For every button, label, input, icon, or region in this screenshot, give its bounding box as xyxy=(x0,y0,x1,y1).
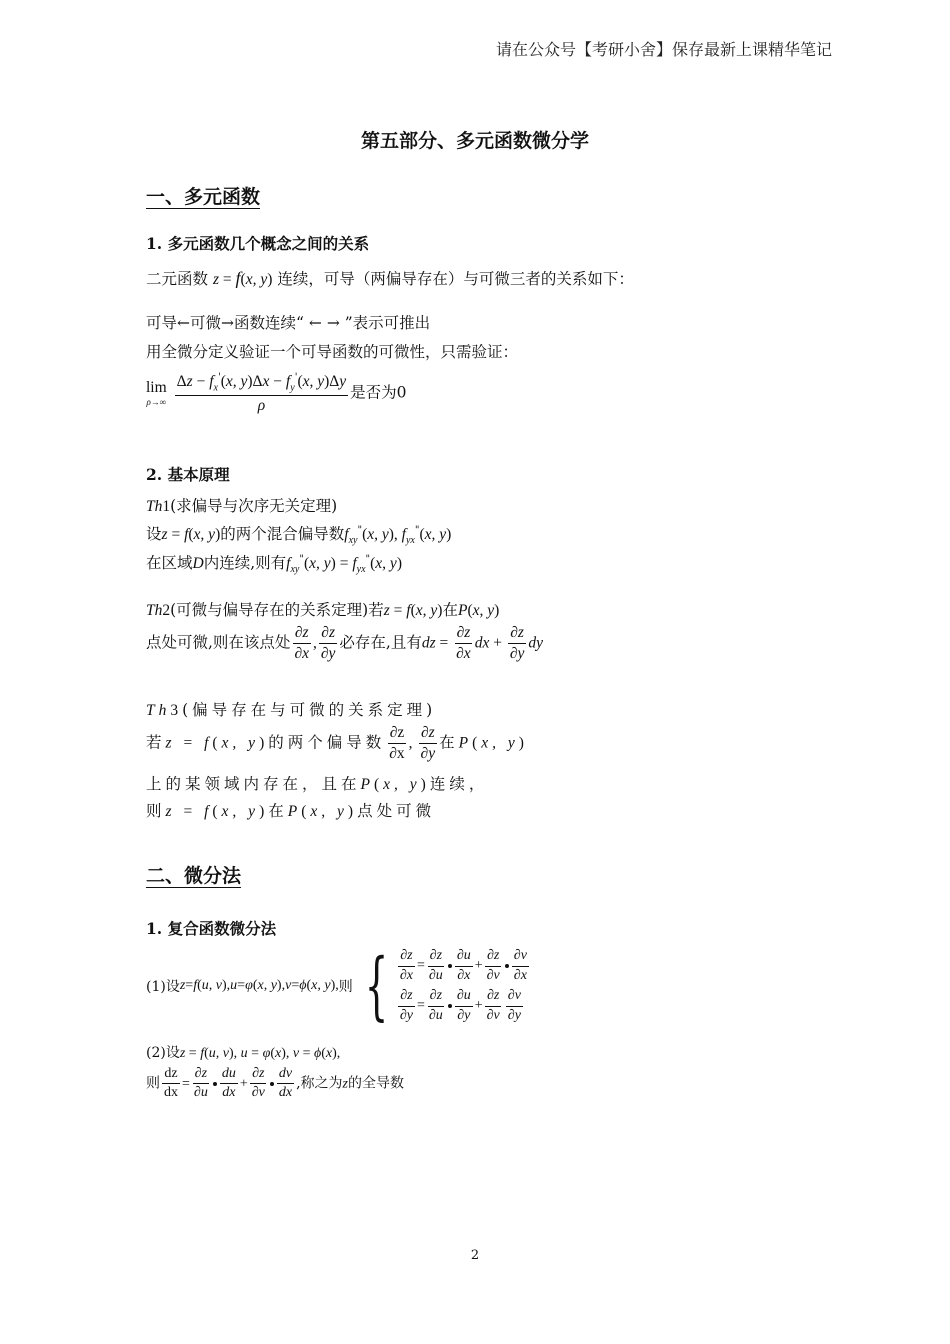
theorem-1-title: Th1(求偏导与次序无关定理) xyxy=(146,497,338,515)
header-note: 请在公众号【考研小舍】保存最新上课精华笔记 xyxy=(495,40,832,59)
text-fragment: 连续，可导（两偏导存在）与可微三者的关系如下： xyxy=(277,270,634,288)
theorem-2-line-2: 点处可微,则在该点处 $\frac{\partial z}{\partial x}$ , $\frac{\partial z}{\partial y}$ 必存在,且有dz = $\frac{\partial z}{\partial x}$ dx + $\frac{\partial z}{\partial y}$ dy xyxy=(146,624,544,662)
text-fragment: ,称之为 xyxy=(296,1075,343,1092)
verify-line: 用全微分定义验证一个可导函数的可微性，只需验证： xyxy=(146,343,519,361)
equation-system: { $\frac{\partial z}{\partial x}$ = $\frac{\partial z}{\partial u}$ $\frac{\partial u}{\partial x}$ + $\frac{\partial z}{\partial v}$ $\frac{\partial v}{\partial x}$ $\frac{\partial z}{\partial y}$ = $\frac{\partial z}{\partial u}$ $\frac{\partial u}{\partial y}$ + $\frac{\partial z}{\partial v}$ $\frac{\partial v}{\partial y}$ xyxy=(364,943,527,1029)
text-fragment: (1)设 xyxy=(146,979,180,995)
text-fragment: (可微与偏导存在的关系定理)若 xyxy=(170,601,384,619)
text-fragment: 的两个偏导数 xyxy=(268,733,386,752)
text-fragment: ”表示可推出 xyxy=(344,314,431,332)
right-arrow-icon: → xyxy=(326,314,345,332)
text-fragment: 的全导数 xyxy=(348,1075,404,1092)
text-fragment: 内连续,则有 xyxy=(203,554,287,572)
left-arrow-icon: ← xyxy=(303,314,327,332)
theorem-3-title: Th3(偏导存在与可微的关系定理) xyxy=(146,701,437,719)
theorem-1-line-2: 在区域D内连续,则有$f_{xy}^"(x$, $y) = f_{yx}^"(x$, y) xyxy=(146,553,402,576)
limit-operator xyxy=(146,379,167,407)
page-title: 第五部分、多元函数微分学 xyxy=(360,130,589,152)
theorem-3-line-2: 上的某领域内存在，且在P(x, y)连续， xyxy=(146,775,489,793)
composite-item-1: (1)设 z = f ( u, v ), u = φ ( x, y ), v = ϕ ( x, y ), 则 { $\frac{\partial z}{\partial x}$ = $\frac{\partial z}{\partial u}$ $\frac{\partial u}{\partial x}$ + $\frac{\partial z}{\partial v}$ $\frac{\partial v}{\partial x}$ $\frac{\partial z}{\partial y}$ = $\frac{\partial z}{\partial u}$ $\frac{\partial u}{\partial y}$ + $\frac{\partial z}{\partial v}$ $\frac{\partial v}{\partial y}$ xyxy=(146,943,531,1029)
text-fragment: 若 xyxy=(146,733,166,752)
text-fragment: (求偏导与次序无关定理) xyxy=(170,497,338,515)
brace-icon: { xyxy=(364,943,389,1029)
right-arrow-icon: → xyxy=(221,314,235,332)
text-fragment: 则 xyxy=(338,979,353,995)
text-fragment: 的两个混合偏导数 xyxy=(220,525,345,543)
text-fragment: 点处可微 xyxy=(357,802,436,820)
section-heading-differentiation: 二、微分法 xyxy=(146,865,242,887)
text-fragment: 则 xyxy=(146,802,166,820)
text-fragment: 连续， xyxy=(429,775,489,793)
text-fragment: 上的某领域内存在，且在 xyxy=(146,775,361,793)
text-fragment: (2)设 xyxy=(146,1045,180,1061)
text-fragment: 二元函数 xyxy=(146,270,209,288)
text-fragment: 在 xyxy=(439,733,459,752)
text-fragment: 则 xyxy=(146,1075,160,1092)
text-fragment: 函数连续“ xyxy=(234,314,304,332)
text-fragment: 可微 xyxy=(190,314,222,332)
subsection-heading-concepts: 1. 多元函数几个概念之间的关系 xyxy=(146,234,370,253)
lim-subscript: ρ→∞ xyxy=(146,397,167,408)
page-number: 2 xyxy=(470,1248,480,1263)
theorem-3-line-1: 若z = f(x, y)的两个偏导数 $\frac{\partial z}{\partial x}$ , $\frac{\partial z}{\partial y}$ 在P(x, y) xyxy=(146,724,528,762)
subsection-heading-principles: 2. 基本原理 xyxy=(146,465,230,484)
text-fragment: 在区域 xyxy=(146,554,193,572)
formula-z-fxy: z xyxy=(212,271,219,288)
text-fragment: 在 xyxy=(268,802,288,820)
text-fragment: 在 xyxy=(442,601,458,619)
relation-line xyxy=(146,311,430,333)
text-fragment: 必存在,且有 xyxy=(339,633,422,652)
lim-text: lim xyxy=(146,379,167,397)
limit-fraction: $\frac{\Delta z - f_x'(x, y)\Delta x - f_y'(x, y)\Delta y}{\rho}$ xyxy=(176,372,347,414)
concept-line-1: 二元函数 z = f(x, y) 连续，可导（两偏导存在）与可微三者的关系如下： xyxy=(146,268,634,288)
text-fragment: 可导 xyxy=(146,314,178,332)
text-fragment: 设 xyxy=(146,525,162,543)
theorem-1-line-1: 设z = f(x, y)的两个混合偏导数$f_{xy}^"(x$, y), $f_{yx}^"(x$, y) xyxy=(146,524,452,547)
section-heading-multivariable: 一、多元函数 xyxy=(146,186,261,208)
text-fragment: 是否为0 xyxy=(350,383,407,402)
text-fragment: 点处可微,则在该点处 xyxy=(146,633,291,652)
text-fragment: (偏导存在与可微的关系定理) xyxy=(182,701,437,719)
composite-item-2-line-2: 则 $\frac{dz}{dx}$ = $\frac{\partial z}{\partial u}$ $\frac{du}{dx}$ + $\frac{\partial z}{\partial v}$ $\frac{dv}{dx}$ ,称之为z的全导数 xyxy=(146,1066,404,1101)
subsection-heading-composite: 1. 复合函数微分法 xyxy=(146,919,277,938)
theorem-3-line-3: 则z = f(x, y)在P(x, y)点处可微 xyxy=(146,802,436,820)
left-arrow-icon: ← xyxy=(177,314,191,332)
composite-item-2-line-1: (2)设z = f(u, v), u = φ(x), v = ϕ(x), xyxy=(146,1045,341,1061)
limit-formula xyxy=(146,372,407,415)
theorem-2-title: Th2(可微与偏导存在的关系定理)若z = f(x, y)在P(x, y) xyxy=(146,601,500,619)
